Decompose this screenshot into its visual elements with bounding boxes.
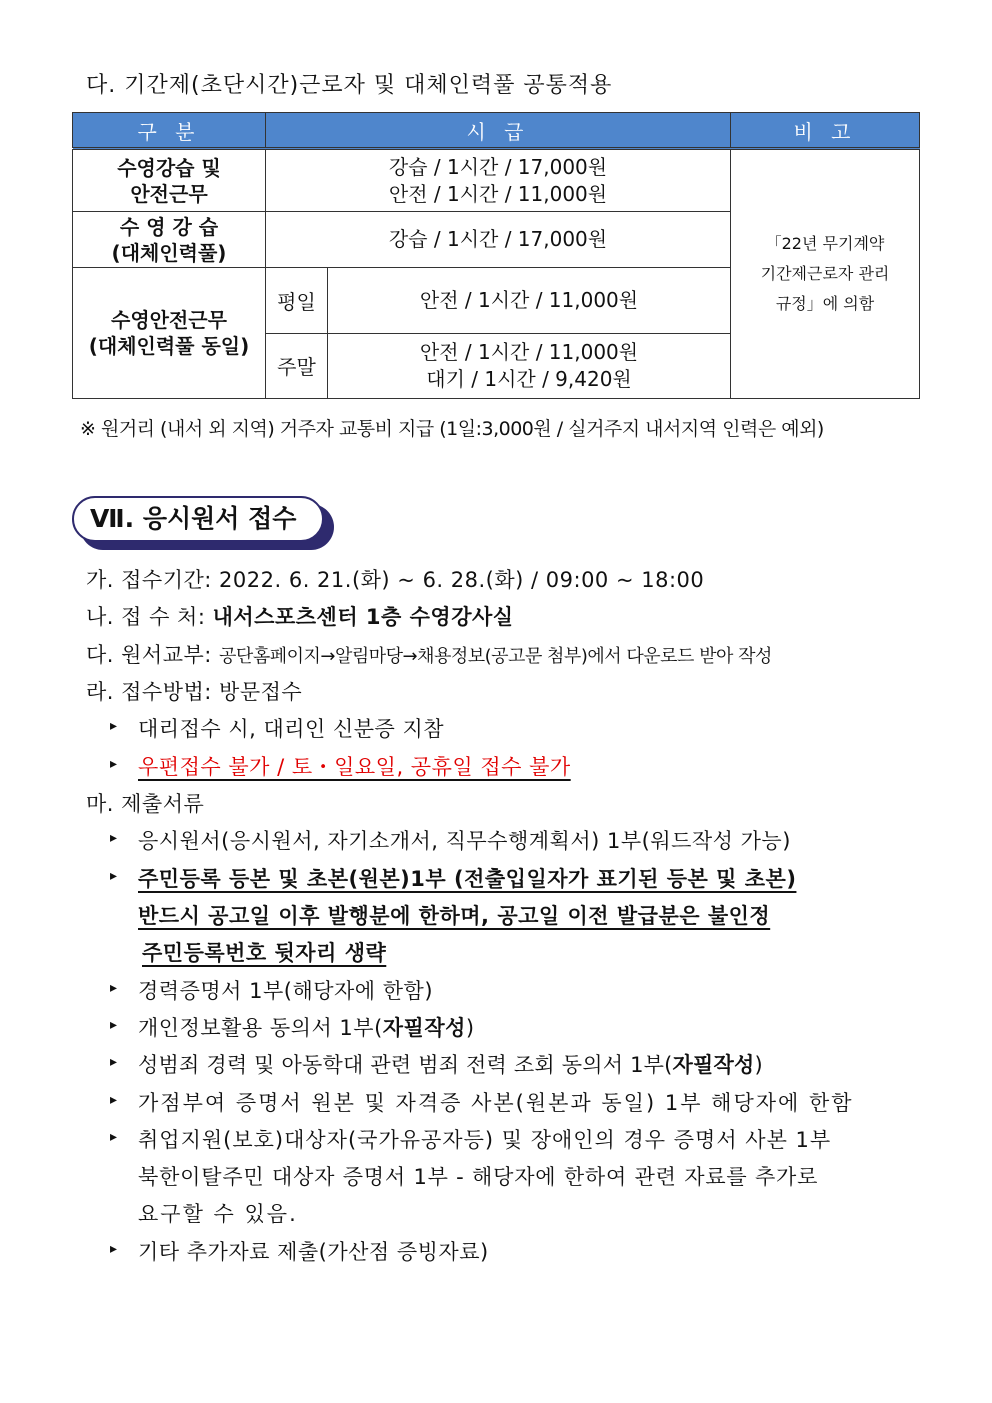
place-line: 나. 접 수 처: 내서스포츠센터 1층 수영강사실 [86, 605, 514, 629]
method-bullet-2: 우편접수 불가 / 토・일요일, 공휴일 접수 불가 [138, 755, 571, 779]
docs-label: 마. 제출서류 [86, 792, 205, 816]
doc-item-7-line3: 요구할 수 있음. [138, 1202, 298, 1226]
doc-item-3: 경력증명서 1부(해당자에 한함) [138, 979, 434, 1003]
header-note: 비 고 [731, 113, 920, 149]
bullet-icon: ▸ [110, 718, 118, 734]
row2-pay: 강습 / 1시간 / 17,000원 [266, 212, 731, 268]
bullet-icon: ▸ [110, 1092, 118, 1108]
pay-table [72, 112, 920, 399]
row3-category: 수영안전근무 (대체인력풀 동일) [73, 268, 266, 399]
row1-category: 수영강습 및 안전근무 [73, 149, 266, 212]
bullet-icon: ▸ [110, 756, 118, 772]
period-line: 가. 접수기간: 2022. 6. 21.(화) ~ 6. 28.(화) / 09:00 ~ 18:00 [86, 568, 705, 592]
header-pay: 시 급 [266, 113, 731, 149]
weekend-label: 주말 [266, 333, 328, 398]
doc-item-4: 개인정보활용 동의서 1부(자필작성) [138, 1016, 475, 1040]
doc-item-8: 기타 추가자료 제출(가산점 증빙자료) [138, 1240, 489, 1264]
bullet-icon: ▸ [110, 1129, 118, 1145]
doc-item-7-line2: 북한이탈주민 대상자 증명서 1부 - 해당자에 한하여 관련 자료를 추가로 [138, 1165, 819, 1189]
doc-item-2-line3: 주민등록번호 뒷자리 생략 [142, 941, 387, 965]
section7-title: Ⅶ. 응시원서 접수 [72, 496, 324, 542]
header-category: 구 분 [73, 113, 266, 149]
doc-item-5: 성범죄 경력 및 아동학대 관련 범죄 전력 조회 동의서 1부(자필작성) [138, 1053, 763, 1077]
note-cell: 「22년 무기계약 기간제근로자 관리 규정」에 의함 [731, 149, 920, 399]
bullet-icon: ▸ [110, 1017, 118, 1033]
bullet-icon: ▸ [110, 980, 118, 996]
doc-item-6: 가점부여 증명서 원본 및 자격증 사본(원본과 동일) 1부 해당자에 한함 [138, 1091, 854, 1115]
row1-pay: 강습 / 1시간 / 17,000원 안전 / 1시간 / 11,000원 [266, 149, 731, 212]
row2-category: 수 영 강 습 (대체인력풀) [73, 212, 266, 268]
section7-badge [72, 496, 336, 552]
doc-item-2-line2: 반드시 공고일 이후 발행분에 한하며, 공고일 이전 발급분은 불인정 [138, 904, 771, 928]
bullet-icon: ▸ [110, 830, 118, 846]
footnote: ※ 원거리 (내서 외 지역) 거주자 교통비 지급 (1일:3,000원 / 실거주지 내서지역 인력은 예외) [80, 418, 824, 440]
bullet-icon: ▸ [110, 868, 118, 884]
doc-item-2-line1: 주민등록 등본 및 초본(원본)1부 (전출입일자가 표기된 등본 및 초본) [138, 867, 797, 891]
weekend-pay: 안전 / 1시간 / 11,000원 대기 / 1시간 / 9,420원 [328, 333, 731, 398]
weekday-label: 평일 [266, 268, 328, 333]
doc-item-1: 응시원서(응시원서, 자기소개서, 직무수행계획서) 1부(워드작성 가능) [138, 829, 791, 853]
method-bullet-1: 대리접수 시, 대리인 신분증 지참 [138, 717, 445, 741]
section-c-title: 다. 기간제(초단시간)근로자 및 대체인력풀 공통적용 [86, 73, 613, 98]
bullet-icon: ▸ [110, 1241, 118, 1257]
bullet-icon: ▸ [110, 1054, 118, 1070]
method-line: 라. 접수방법: 방문접수 [86, 680, 303, 704]
form-line: 다. 원서교부: 공단홈페이지→알림마당→채용정보(공고문 첨부)에서 다운로드 받아 작성 [86, 643, 772, 667]
doc-item-7-line1: 취업지원(보호)대상자(국가유공자등) 및 장애인의 경우 증명서 사본 1부 [138, 1128, 832, 1152]
weekday-pay: 안전 / 1시간 / 11,000원 [328, 268, 731, 333]
